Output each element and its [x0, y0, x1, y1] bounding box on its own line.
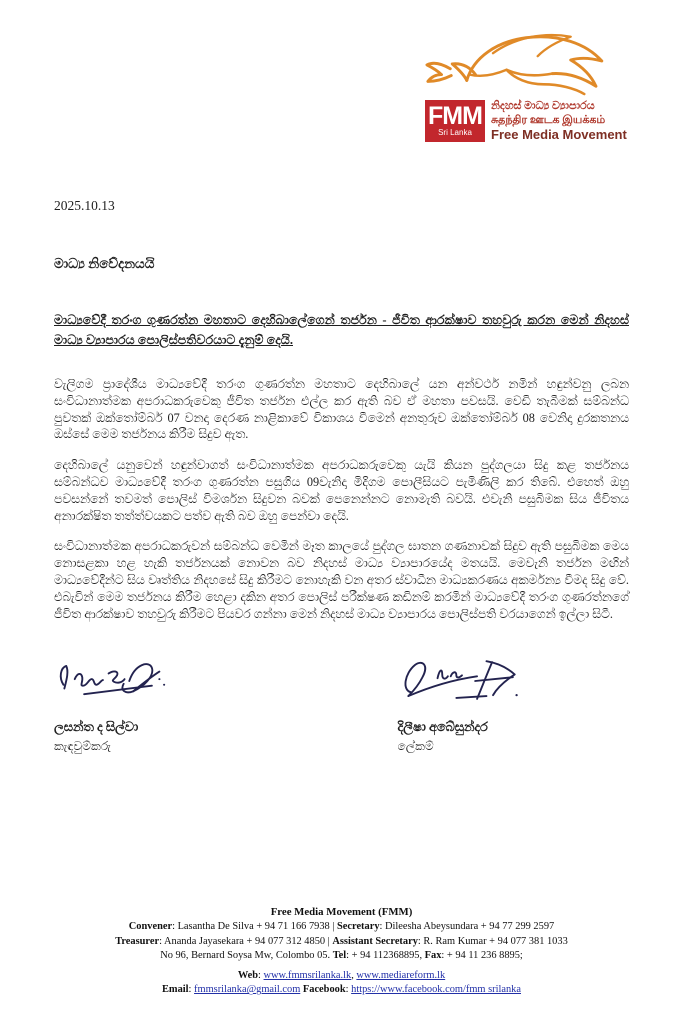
signature-block: [54, 652, 629, 754]
mediareform-website-link[interactable]: www.mediareform.lk: [356, 969, 446, 981]
footer-officers-line-1: [0, 920, 683, 935]
footer-email-colon: :: [188, 984, 195, 996]
footer-web-colon: :: [258, 969, 264, 981]
footer-label-tel: Tel: [332, 950, 347, 962]
footer-officers-line-2: [0, 935, 683, 950]
footer-email-line: [0, 983, 683, 998]
footer-label-secretary: Secretary: [337, 921, 380, 933]
facebook-link[interactable]: https://www.facebook.com/fmm srilanka: [351, 984, 521, 996]
footer-label-facebook: Facebook: [302, 984, 346, 996]
footer-facebook-colon: :: [345, 984, 352, 996]
footer-web-separator: ,: [351, 969, 357, 981]
footer-address: No 96, Bernard Soysa Mw, Colombo 05.: [160, 950, 333, 962]
convener-name: ලසන්ත ද සිල්වා: [54, 720, 139, 735]
footer-treasurer-contact: : Ananda Jayasekara + 94 077 312 4850 |: [159, 935, 333, 947]
header: [54, 24, 629, 142]
letter-date: 2025.10.13: [54, 198, 115, 213]
footer-tel-number: : + 94 112368895,: [346, 950, 425, 962]
convener-role: කැඳවුම්කරු: [54, 739, 112, 754]
convener-signature-block: [54, 652, 342, 754]
footer-org-name: Free Media Movement (FMM): [270, 906, 413, 919]
convener-signature-image: [54, 652, 214, 710]
footer-secretary-contact: : Dileesha Abeysundara + 94 77 299 2597: [379, 921, 555, 933]
logo-name-sinhala: නිදහස් මාධ්‍ය ව්‍යාපාරය: [491, 100, 595, 112]
media-release-heading: මාධ්‍ය නිවේදනයයි: [54, 256, 155, 271]
paragraph-1: වැලිගම ප්‍රාදේශීය මාධ්‍යවේදී තරංග ගුණරත්න මහතාට දෙහිබාලේ යන අන්වර්ථ නමින් හඳුන්වනු ලබන සංවිධානාත්මක අපරාධකරුවෙකු ජීවිත තර්ජන එල්ල කර ඇති බව ඒ මහතා පවසයි. වෙඩි තැබීමක් සම්බන්ධ පුවතක් ඔක්තෝම්බර් 07 වනදා දෙරණ නාළිකාවේ විකාශය වීමෙන් අනතුරුව ඔක්තෝම්බර් 08 වෙනිදා දුරකතනය ඔස්සේ මෙම තර්ජනය කිරීම සිදුව ඇත.: [54, 377, 629, 442]
paragraph-3: සංවිධානාත්මක අපරාධකරුවන් සම්බන්ධ වෙමින් මෑත කාලයේ පුද්ගල ඝාතන ගණනාවක් සිදුව ඇති පසුබිමක මෙය නොසළකා හළ හැකි තර්ජනයක් නොවන බව නිදහස් මාධ්‍ය ව්‍යාපාරයේද මතයයි. මෙවැනි තර්ජන මඟින් මාධ්‍යවේදීන්ට සිය වෘත්තිය නිදහසේ සිදු කිරීමට නොහැකි වන අතර ස්වාධීන මාධ්‍යකරණය අකර්මන්‍ය වීමද සිදු වේ. එබැවින් මෙම තර්ජනය කිරීම හෙළා දකින අතර පොලිස් පරීක්ෂණ කඩිනම් කරමින් මාධ්‍යවේදී තරංග ගුණරත්නගේ ජීවිත ආරක්ෂාව තහවුරු කිරීමට පියවර ගන්නා මෙන් නිදහස් මාධ්‍ය ව්‍යාපාරය පොලිස්පති වරයාගෙන් ඉල්ලා සිටී.: [54, 539, 629, 621]
fmm-website-link[interactable]: www.fmmsrilanka.lk: [263, 969, 352, 981]
email-link[interactable]: fmmsrilanka@gmail.com: [194, 984, 301, 996]
footer-label-assistant-secretary: Assistant Secretary: [332, 935, 418, 947]
secretary-role: ලේකම්: [397, 739, 434, 754]
fmm-country: Sri Lanka: [438, 128, 472, 137]
footer-fax-number: : + 94 11 236 8895;: [441, 950, 523, 962]
footer-label-email: Email: [161, 984, 189, 996]
footer: [0, 905, 683, 998]
secretary-signature-image: [398, 652, 558, 710]
logo-name-tamil: சுதந்திர ஊடக இயக்கம்: [491, 113, 606, 126]
paragraph-2: දෙහිබාලේ යනුවෙන් හඳුන්වාගත් සංවිධානාත්මක අපරාධකරුවෙකු යැයි කියන පුද්ගලයා සිදු කළ තර්ජනය සම්බන්ධව මාධ්‍යවේදී තරංග ගුණරත්න පසුගිය 09වැනිදා මිදිගම පොලීසියට පැමිණිලි කර තිබේ. එහෙත් ඔහු පවසන්නේ තවමත් පොලිස් විමර්ශන සිදුවන බවක් පෙනෙන්නට නොමැති බවයි. එවැනි පසුබිමක සිය ජීවිතය අනාරක්ෂිත තත්ත්වයකට පත්ව ඇති බව ඔහු පෙන්වා දෙයි.: [54, 458, 629, 523]
dove-icon: [425, 24, 629, 98]
secretary-name: දිලීෂා අබේසුන්දර: [397, 720, 488, 735]
footer-label-treasurer: Treasurer: [115, 935, 160, 947]
footer-address-line: [0, 949, 683, 964]
fmm-logo-box: [425, 100, 485, 142]
secretary-signature-block: [342, 652, 630, 754]
footer-assistant-secretary-contact: : R. Ram Kumar + 94 077 381 1033: [417, 935, 568, 947]
fmm-logo: [425, 24, 629, 142]
footer-label-web: Web: [237, 969, 259, 981]
footer-label-fax: Fax: [424, 950, 442, 962]
footer-web-line: [0, 969, 683, 984]
logo-name-english: Free Media Movement: [491, 127, 627, 142]
letter-title: මාධ්‍යවේදී තරංග ගුණරත්න මහතාට දෙහිබාලේගෙන් තර්ජන - ජීවිත ආරක්ෂාව තහවුරු කරන මෙන් නිදහස් මාධ්‍ය ව්‍යාපාරය පොලිස්පතිවරයාට දැනුම් දෙයි.: [54, 313, 629, 347]
footer-convener-contact: : Lasantha De Silva + 94 71 166 7938 |: [172, 921, 338, 933]
footer-label-convener: Convener: [128, 921, 173, 933]
fmm-acronym: FMM: [428, 102, 482, 130]
